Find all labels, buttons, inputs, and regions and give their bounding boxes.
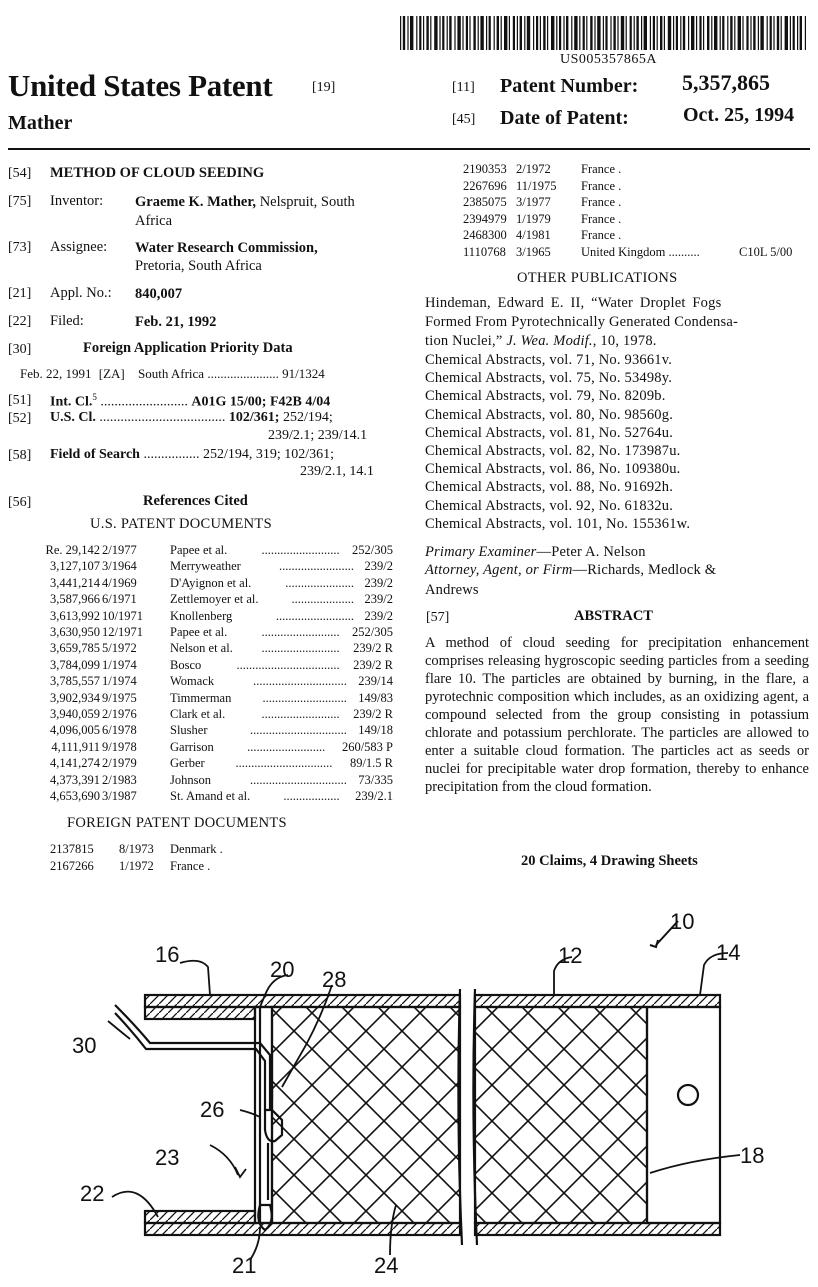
barcode-bar bbox=[540, 16, 541, 50]
code-57: [57] bbox=[426, 610, 450, 625]
us-ref-date: 2/1977 bbox=[102, 543, 137, 557]
barcode-bar bbox=[727, 16, 728, 50]
code-45: [45] bbox=[452, 112, 476, 127]
chemical-abstract-entry: Chemical Abstracts, vol. 88, No. 91692h. bbox=[425, 479, 674, 496]
ref-label-12: 12 bbox=[558, 943, 583, 968]
us-ref-class: 252/305 bbox=[352, 543, 393, 557]
barcode-bar bbox=[563, 16, 564, 50]
barcode-bar bbox=[419, 16, 421, 50]
date-label: Date of Patent: bbox=[500, 107, 629, 129]
us-ref-dots: ............................... bbox=[249, 772, 347, 787]
us-ref-date: 6/1978 bbox=[102, 723, 137, 738]
barcode-bar bbox=[691, 16, 694, 50]
foreign-ref-country: United Kingdom .......... bbox=[581, 245, 700, 259]
barcode-bar bbox=[668, 16, 671, 50]
barcode-bar bbox=[714, 16, 717, 50]
us-ref-name: Nelson et al. bbox=[170, 641, 233, 656]
barcode-bar bbox=[489, 16, 491, 50]
us-ref-name: Merryweather bbox=[170, 559, 241, 574]
ref-label-10: 10 bbox=[670, 909, 695, 934]
us-ref-class: 239/14 bbox=[358, 674, 393, 689]
foreign-ref-date: 1/1979 bbox=[516, 211, 551, 226]
chemical-abstract-entry: Chemical Abstracts, vol. 71, No. 93661v. bbox=[425, 352, 673, 368]
us-ref-name: Johnson bbox=[170, 772, 211, 787]
barcode-bar bbox=[513, 16, 515, 50]
barcode-bar bbox=[543, 16, 545, 50]
foreign-ref-country: France . bbox=[581, 178, 622, 193]
patent-number-label: Patent Number: bbox=[500, 75, 639, 97]
us-ref-number: 3,630,950 bbox=[50, 625, 100, 639]
foreign-ref-country: France . bbox=[581, 195, 622, 210]
filed-label: Filed: bbox=[50, 313, 84, 329]
barcode-bar bbox=[660, 16, 662, 50]
chemical-abstract-entry: Chemical Abstracts, vol. 92, No. 61832u. bbox=[425, 497, 674, 514]
barcode-number: US005357865A bbox=[560, 52, 658, 67]
barcode-bar bbox=[400, 16, 401, 50]
foreign-ref-number: 2137815 bbox=[50, 842, 94, 856]
us-ref-dots: ......................... bbox=[261, 641, 340, 656]
us-ref-class: 239/2 bbox=[364, 559, 393, 574]
barcode-bar bbox=[574, 16, 577, 50]
us-ref-date: 1/1974 bbox=[102, 674, 137, 689]
barcode-bar bbox=[650, 16, 651, 50]
us-ref-number: 4,096,005 bbox=[50, 723, 100, 738]
field-of-search-row: Field of Search ................ 252/194, 319; 102/361; bbox=[50, 447, 335, 462]
ref-label-22: 22 bbox=[80, 1181, 105, 1206]
ref-label-18: 18 bbox=[740, 1143, 765, 1168]
barcode-bar bbox=[469, 16, 470, 50]
barcode-bar bbox=[454, 16, 455, 50]
barcode-bar bbox=[653, 16, 655, 50]
barcode-bar bbox=[517, 16, 518, 50]
us-ref-dots: ...................... bbox=[285, 575, 354, 590]
barcode-bar bbox=[758, 16, 759, 50]
chemical-abstract-entry: Chemical Abstracts, vol. 75, No. 53498y. bbox=[425, 370, 673, 387]
pub-hindeman-line-1: Hindeman, Edward E. II, “Water Droplet Fogs bbox=[425, 295, 722, 311]
chemical-abstract-entry: Chemical Abstracts, vol. 82, No. 173987u. bbox=[425, 443, 681, 459]
ref-label-14: 14 bbox=[716, 940, 741, 965]
barcode-bar bbox=[793, 16, 795, 50]
us-ref-class: 89/1.5 R bbox=[349, 756, 393, 771]
barcode-bar bbox=[673, 16, 674, 50]
barcode-bar bbox=[426, 16, 428, 50]
us-ref-name: Womack bbox=[170, 674, 215, 689]
barcode-bar bbox=[683, 16, 685, 50]
inventor-label: Inventor: bbox=[50, 193, 104, 209]
barcode-bar bbox=[494, 16, 495, 50]
us-ref-name: St. Amand et al. bbox=[170, 789, 251, 803]
barcode-bar bbox=[688, 16, 689, 50]
chemical-abstract-entry: Chemical Abstracts, vol. 79, No. 8209b. bbox=[425, 388, 666, 405]
us-ref-name: Knollenberg bbox=[170, 608, 233, 623]
barcode-bar bbox=[410, 16, 413, 50]
ref-label-28: 28 bbox=[322, 967, 347, 992]
barcode-bar bbox=[636, 16, 638, 50]
us-ref-number: 4,653,690 bbox=[50, 789, 100, 803]
abstract-text: A method of cloud seeding for precipitation enhancement comprises releasing hygroscopic seeding particles from a seeding flare 10. The particles are obtained by burning, in the flare, a pyrotechnic composition which includes, as an oxidizing agent, a compound selected from the group consisting in potassium chlorate and potassium perchlorate. The particles are allowed to enter a suitable cloud formation. The particles act as seeds or nuclei for precipitable water drop formation, thereby to enhance precipitation from the cloud formation. bbox=[425, 635, 809, 795]
ref-label-26: 26 bbox=[200, 1097, 225, 1122]
barcode-bar bbox=[641, 16, 642, 50]
barcode-bar bbox=[466, 16, 468, 50]
foreign-ref-country: France . bbox=[170, 859, 211, 873]
barcode-bar bbox=[579, 16, 580, 50]
barcode-bar bbox=[520, 16, 522, 50]
barcode-bar bbox=[680, 16, 681, 50]
barcode-bar bbox=[486, 16, 487, 50]
field-of-search-row-2: 239/2.1, 14.1 bbox=[300, 464, 374, 479]
us-ref-name: Timmerman bbox=[170, 690, 232, 705]
barcode-bar bbox=[711, 16, 712, 50]
us-ref-class: 260/583 P bbox=[341, 739, 393, 754]
us-ref-class: 149/18 bbox=[358, 723, 393, 738]
header-rule bbox=[8, 148, 810, 150]
us-ref-number: 3,940,059 bbox=[50, 707, 100, 721]
barcode-bar bbox=[547, 16, 548, 50]
priority-heading: Foreign Application Priority Data bbox=[83, 340, 293, 356]
us-ref-name: Bosco bbox=[170, 657, 202, 672]
code-52: [52] bbox=[8, 411, 32, 426]
barcode-bar bbox=[478, 16, 479, 50]
foreign-ref-number: 2267696 bbox=[463, 178, 507, 193]
barcode-bar bbox=[613, 16, 615, 50]
barcode-bar bbox=[773, 16, 774, 50]
appl-label: Appl. No.: bbox=[50, 285, 112, 301]
ref-label-16: 16 bbox=[155, 942, 180, 967]
us-ref-dots: ......................... bbox=[261, 625, 340, 639]
foreign-ref-country: France . bbox=[581, 211, 622, 226]
us-cl-row: U.S. Cl. .................................... 102/361; 252/194; bbox=[50, 410, 333, 425]
us-ref-number: 3,613,992 bbox=[50, 608, 100, 623]
pub-hindeman-line-2: Formed From Pyrotechnically Generated Condensa- bbox=[425, 314, 739, 330]
inventor-line-2: Africa bbox=[135, 213, 173, 229]
us-ref-number: 3,785,557 bbox=[50, 674, 100, 689]
us-ref-name: Slusher bbox=[170, 723, 208, 738]
us-ref-dots: ......................... bbox=[261, 543, 340, 557]
code-30: [30] bbox=[8, 342, 32, 357]
us-ref-date: 5/1972 bbox=[102, 641, 137, 656]
barcode-bar bbox=[777, 16, 779, 50]
us-ref-date: 9/1975 bbox=[102, 690, 137, 705]
foreign-ref-date: 8/1973 bbox=[119, 842, 154, 856]
us-ref-number: Re. 29,142 bbox=[45, 543, 100, 557]
attorney-line-1: Attorney, Agent, or Firm—Richards, Medlock & bbox=[425, 562, 717, 578]
code-58: [58] bbox=[8, 448, 32, 463]
us-ref-name: Papee et al. bbox=[170, 625, 228, 639]
chemical-abstract-entry: Chemical Abstracts, vol. 101, No. 155361w. bbox=[425, 515, 691, 532]
us-ref-date: 1/1974 bbox=[102, 657, 137, 672]
barcode-bar bbox=[603, 16, 604, 50]
barcode-bar bbox=[720, 16, 721, 50]
chemical-abstract-entry: Chemical Abstracts, vol. 81, No. 52764u. bbox=[425, 424, 674, 441]
us-ref-dots: ......................... bbox=[247, 739, 326, 754]
barcode-bar bbox=[594, 16, 595, 50]
barcode-bar bbox=[621, 16, 624, 50]
us-ref-date: 6/1971 bbox=[102, 592, 137, 607]
foreign-ref-class: C10L 5/00 bbox=[739, 245, 793, 259]
foreign-ref-date: 11/1975 bbox=[516, 178, 557, 193]
us-ref-class: 239/2 R bbox=[353, 707, 393, 721]
code-19: [19] bbox=[312, 80, 336, 95]
barcode-bar bbox=[571, 16, 572, 50]
foreign-ref-number: 2190353 bbox=[463, 162, 507, 176]
barcode-bar bbox=[473, 16, 475, 50]
foreign-ref-number: 2167266 bbox=[50, 859, 94, 873]
us-ref-number: 4,141,274 bbox=[50, 756, 100, 771]
foreign-docs-heading: FOREIGN PATENT DOCUMENTS bbox=[67, 815, 287, 831]
barcode-bar bbox=[504, 16, 507, 50]
us-ref-name: Gerber bbox=[170, 756, 205, 771]
foreign-ref-date: 3/1965 bbox=[516, 245, 551, 259]
foreign-ref-date: 3/1977 bbox=[516, 195, 551, 210]
us-ref-class: 252/305 bbox=[352, 625, 393, 639]
us-ref-date: 2/1976 bbox=[102, 707, 137, 721]
barcode-bar bbox=[785, 16, 788, 50]
barcode-bar bbox=[457, 16, 460, 50]
us-ref-name: D'Ayignon et al. bbox=[170, 575, 252, 590]
barcode-bar bbox=[742, 16, 743, 50]
assignee-line-1: Water Research Commission, bbox=[135, 240, 318, 256]
patent-number: 5,357,865 bbox=[682, 70, 770, 95]
barcode-bar bbox=[730, 16, 732, 50]
us-ref-dots: .................... bbox=[291, 592, 354, 607]
us-ref-number: 3,784,099 bbox=[50, 657, 100, 672]
barcode-bar bbox=[447, 16, 448, 50]
barcode-bar bbox=[407, 16, 408, 50]
barcode-bar bbox=[699, 16, 701, 50]
foreign-ref-country: France . bbox=[581, 228, 622, 243]
barcode-bar bbox=[626, 16, 627, 50]
barcode-bar bbox=[664, 16, 665, 50]
barcode-bar bbox=[559, 16, 561, 50]
barcode-bar bbox=[800, 16, 802, 50]
barcode-bar bbox=[497, 16, 499, 50]
us-ref-date: 2/1979 bbox=[102, 756, 137, 771]
barcode-bar bbox=[760, 16, 763, 50]
us-ref-dots: ............................... bbox=[249, 723, 347, 738]
filed-date: Feb. 21, 1992 bbox=[135, 314, 217, 330]
barcode-bar bbox=[597, 16, 600, 50]
assignee-line-2: Pretoria, South Africa bbox=[135, 258, 262, 274]
us-ref-name: Papee et al. bbox=[170, 543, 228, 557]
barcode-bar bbox=[605, 16, 607, 50]
code-11: [11] bbox=[452, 80, 475, 95]
code-51: [51] bbox=[8, 393, 32, 408]
foreign-ref-country: France . bbox=[581, 162, 622, 176]
barcode-bar bbox=[551, 16, 554, 50]
barcode-bar bbox=[442, 16, 444, 50]
us-ref-name: Clark et al. bbox=[170, 707, 226, 721]
barcode-bar bbox=[509, 16, 510, 50]
us-ref-date: 4/1969 bbox=[102, 575, 137, 590]
barcode-bar bbox=[770, 16, 772, 50]
barcode-bar bbox=[556, 16, 557, 50]
us-ref-class: 239/2 R bbox=[353, 657, 393, 672]
invention-title: METHOD OF CLOUD SEEDING bbox=[50, 165, 265, 181]
barcode-bar bbox=[416, 16, 417, 50]
barcode-bar bbox=[536, 16, 538, 50]
barcode-bar bbox=[430, 16, 431, 50]
us-ref-number: 3,127,107 bbox=[50, 559, 100, 574]
barcode-bar bbox=[590, 16, 592, 50]
us-ref-number: 3,587,966 bbox=[50, 592, 100, 607]
barcode-bar bbox=[434, 16, 437, 50]
barcode-bar bbox=[722, 16, 724, 50]
us-ref-date: 12/1971 bbox=[102, 625, 143, 639]
us-ref-class: 149/83 bbox=[358, 690, 393, 705]
code-73: [73] bbox=[8, 240, 32, 255]
pub-hindeman-line-3: tion Nuclei,” J. Wea. Modif., 10, 1978. bbox=[425, 333, 657, 349]
barcode-bar bbox=[524, 16, 525, 50]
us-cl-row-2: 239/2.1; 239/14.1 bbox=[268, 428, 368, 443]
barcode-bar bbox=[462, 16, 463, 50]
us-ref-dots: ........................... bbox=[262, 690, 347, 705]
us-ref-number: 3,441,214 bbox=[50, 575, 100, 590]
barcode-bar bbox=[805, 16, 806, 50]
barcode-bar bbox=[781, 16, 782, 50]
ref-label-20: 20 bbox=[270, 957, 295, 982]
foreign-ref-number: 2385075 bbox=[463, 195, 507, 210]
barcode-bar bbox=[586, 16, 587, 50]
ref-label-30: 30 bbox=[72, 1033, 97, 1058]
us-ref-dots: ......................... bbox=[261, 707, 340, 721]
us-ref-class: 239/2 R bbox=[353, 641, 393, 656]
foreign-ref-number: 2468300 bbox=[463, 228, 507, 243]
foreign-ref-number: 2394979 bbox=[463, 211, 507, 226]
barcode-bar bbox=[501, 16, 502, 50]
barcode-bar bbox=[533, 16, 534, 50]
barcode-bar bbox=[797, 16, 798, 50]
us-ref-dots: ............................... bbox=[235, 756, 333, 771]
us-ref-name: Zettlemoyer et al. bbox=[170, 592, 259, 607]
us-ref-class: 239/2 bbox=[364, 608, 393, 623]
us-ref-class: 73/335 bbox=[358, 772, 393, 787]
us-ref-class: 239/2 bbox=[364, 575, 393, 590]
us-ref-dots: ........................ bbox=[279, 559, 354, 574]
barcode-bar bbox=[790, 16, 791, 50]
us-ref-dots: .................. bbox=[283, 789, 340, 803]
barcode-bar bbox=[750, 16, 751, 50]
barcode-bar bbox=[403, 16, 405, 50]
barcode-bar bbox=[480, 16, 483, 50]
barcode-bar bbox=[707, 16, 709, 50]
barcode-bar bbox=[753, 16, 755, 50]
us-ref-dots: ................................. bbox=[236, 657, 340, 672]
us-ref-class: 239/2.1 bbox=[355, 789, 393, 803]
code-22: [22] bbox=[8, 314, 32, 329]
barcode bbox=[400, 16, 808, 50]
barcode-bar bbox=[657, 16, 658, 50]
abstract-heading: ABSTRACT bbox=[574, 608, 653, 624]
us-ref-number: 3,659,785 bbox=[50, 641, 100, 656]
barcode-bar bbox=[676, 16, 678, 50]
barcode-bar bbox=[566, 16, 568, 50]
barcode-bar bbox=[610, 16, 611, 50]
foreign-ref-date: 1/1972 bbox=[119, 859, 154, 873]
us-docs-heading: U.S. PATENT DOCUMENTS bbox=[90, 516, 272, 532]
us-ref-dots: ......................... bbox=[275, 608, 354, 623]
patent-date: Oct. 25, 1994 bbox=[683, 104, 795, 126]
primary-examiner: Primary Examiner—Peter A. Nelson bbox=[425, 544, 646, 560]
us-ref-date: 9/1978 bbox=[102, 739, 137, 754]
ref-label-21: 21 bbox=[232, 1253, 257, 1278]
code-75: [75] bbox=[8, 194, 32, 209]
barcode-bar bbox=[734, 16, 735, 50]
code-54: [54] bbox=[8, 166, 32, 181]
chemical-abstract-entry: Chemical Abstracts, vol. 86, No. 109380u. bbox=[425, 461, 681, 478]
references-heading: References Cited bbox=[143, 493, 248, 509]
claims-summary: 20 Claims, 4 Drawing Sheets bbox=[521, 853, 698, 869]
barcode-bar bbox=[527, 16, 530, 50]
barcode-bar bbox=[634, 16, 635, 50]
barcode-bar bbox=[630, 16, 632, 50]
barcode-bar bbox=[583, 16, 585, 50]
ref-label-23: 23 bbox=[155, 1145, 180, 1170]
attorney-line-2: Andrews bbox=[425, 582, 479, 598]
code-56: [56] bbox=[8, 495, 32, 510]
ref-label-24: 24 bbox=[374, 1253, 399, 1278]
barcode-bar bbox=[617, 16, 618, 50]
us-ref-dots: .............................. bbox=[253, 674, 347, 689]
document-type: United States Patent bbox=[8, 68, 273, 103]
us-ref-date: 3/1987 bbox=[102, 789, 137, 803]
barcode-bar bbox=[767, 16, 768, 50]
appl-number: 840,007 bbox=[135, 286, 183, 302]
us-ref-date: 2/1983 bbox=[102, 772, 137, 787]
barcode-bar bbox=[746, 16, 748, 50]
foreign-ref-country: Denmark . bbox=[170, 842, 223, 856]
assignee-label: Assignee: bbox=[50, 239, 108, 255]
foreign-ref-number: 1110768 bbox=[463, 245, 506, 259]
us-ref-number: 4,373,391 bbox=[50, 772, 100, 787]
inventor-surname: Mather bbox=[8, 112, 73, 134]
us-ref-name: Garrison bbox=[170, 739, 214, 754]
foreign-ref-date: 2/1972 bbox=[516, 162, 551, 176]
us-ref-class: 239/2 bbox=[364, 592, 393, 607]
barcode-bar bbox=[696, 16, 697, 50]
barcode-bar bbox=[738, 16, 741, 50]
int-cl-row: Int. Cl.$^5$ ......................... A01G 15/00; F42B 4/04 bbox=[50, 392, 331, 410]
barcode-bar bbox=[703, 16, 704, 50]
foreign-ref-date: 4/1981 bbox=[516, 228, 551, 243]
code-21: [21] bbox=[8, 286, 32, 301]
priority-row: Feb. 22, 1991 [ZA] South Africa ...................... 91/1324 bbox=[20, 366, 325, 381]
us-ref-date: 3/1964 bbox=[102, 559, 137, 574]
patent-drawing-flare bbox=[60, 905, 805, 1283]
other-pubs-heading: OTHER PUBLICATIONS bbox=[517, 270, 678, 286]
barcode-bar bbox=[449, 16, 451, 50]
barcode-bar bbox=[423, 16, 424, 50]
us-ref-number: 3,902,934 bbox=[50, 690, 100, 705]
us-ref-date: 10/1971 bbox=[102, 608, 143, 623]
inventor-line-1: Graeme K. Mather, Nelspruit, South bbox=[135, 194, 355, 210]
us-ref-number: 4,111,911 bbox=[51, 739, 100, 754]
barcode-bar bbox=[644, 16, 647, 50]
barcode-bar bbox=[439, 16, 440, 50]
chemical-abstract-entry: Chemical Abstracts, vol. 80, No. 98560g. bbox=[425, 406, 674, 423]
